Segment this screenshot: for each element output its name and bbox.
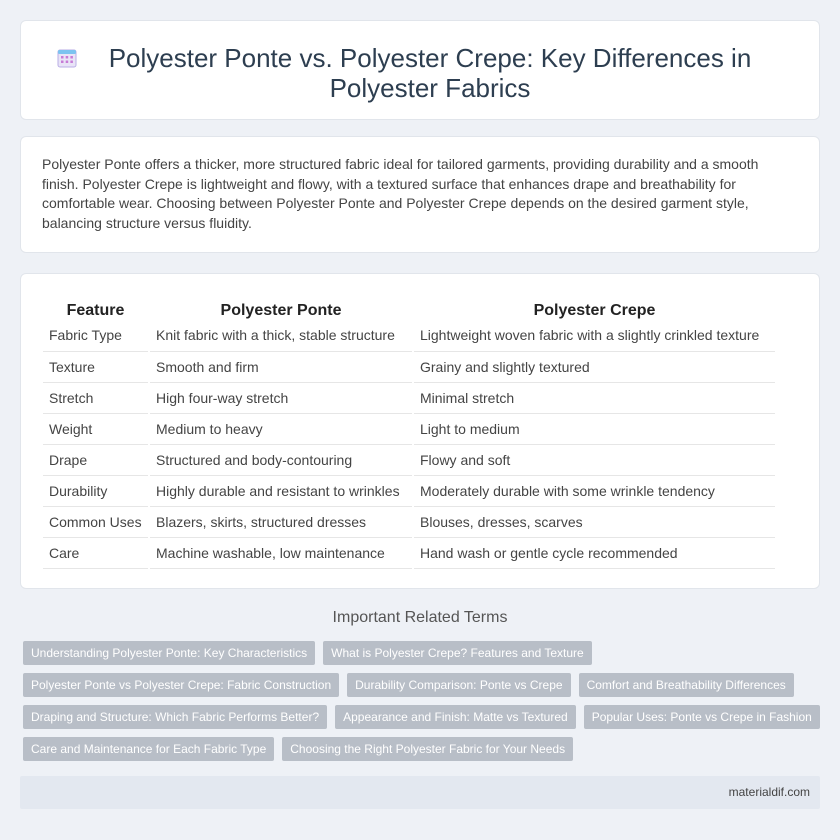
column-header-ponte: Polyester Ponte xyxy=(149,294,413,320)
related-terms-list xyxy=(23,641,823,769)
related-terms-row xyxy=(23,737,823,761)
cell-crepe: Lightweight woven fabric with a slightly crinkled texture xyxy=(413,320,775,351)
footer-site[interactable]: materialdif.com xyxy=(728,785,810,799)
intro-card xyxy=(20,136,820,253)
cell-crepe: Minimal stretch xyxy=(413,382,775,413)
related-term-tag[interactable]: Appearance and Finish: Matte vs Textured xyxy=(335,705,576,729)
page-title: Polyester Ponte vs. Polyester Crepe: Key Differences in Polyester Fabrics xyxy=(108,43,752,103)
cell-feature: Fabric Type xyxy=(43,320,149,351)
related-terms-row xyxy=(23,705,823,729)
cell-ponte: Blazers, skirts, structured dresses xyxy=(149,506,413,537)
related-term-tag[interactable]: Choosing the Right Polyester Fabric for Your Needs xyxy=(282,737,573,761)
column-header-crepe: Polyester Crepe xyxy=(413,294,775,320)
table-row xyxy=(43,413,775,444)
related-term-tag[interactable]: Durability Comparison: Ponte vs Crepe xyxy=(347,673,570,697)
footer xyxy=(20,776,820,809)
table-row xyxy=(43,537,775,568)
cell-feature: Common Uses xyxy=(43,506,149,537)
related-terms-row xyxy=(23,641,823,665)
comparison-table-card xyxy=(20,273,820,589)
cell-feature: Stretch xyxy=(43,382,149,413)
cell-crepe: Flowy and soft xyxy=(413,444,775,475)
related-term-tag[interactable]: Understanding Polyester Ponte: Key Characteristics xyxy=(23,641,315,665)
cell-crepe: Hand wash or gentle cycle recommended xyxy=(413,537,775,568)
column-header-feature: Feature xyxy=(66,302,125,319)
table-row xyxy=(43,351,775,382)
table-row xyxy=(43,444,775,475)
cell-crepe: Blouses, dresses, scarves xyxy=(413,506,775,537)
table-row xyxy=(43,320,775,351)
table-row xyxy=(43,506,775,537)
cell-ponte: Smooth and firm xyxy=(149,351,413,382)
related-term-tag[interactable]: Comfort and Breathability Differences xyxy=(579,673,794,697)
cell-crepe: Moderately durable with some wrinkle tendency xyxy=(413,475,775,506)
related-term-tag[interactable]: What is Polyester Crepe? Features and Texture xyxy=(323,641,592,665)
title-card xyxy=(20,20,820,120)
cell-ponte: High four-way stretch xyxy=(149,382,413,413)
cell-feature: Drape xyxy=(43,444,149,475)
table-row xyxy=(43,382,775,413)
intro-paragraph: Polyester Ponte offers a thicker, more structured fabric ideal for tailored garments, providing durability and a smooth finish. Polyester Crepe is lightweight and flowy, with a textured surface that enhances drape and breathability for comfortable wear. Choosing between Polyester Ponte and Polyester Crepe depends on the desired garment style, balancing structure versus fluidity. xyxy=(42,156,759,231)
related-term-tag[interactable]: Care and Maintenance for Each Fabric Type xyxy=(23,737,274,761)
cell-ponte: Structured and body-contouring xyxy=(149,444,413,475)
related-term-tag[interactable]: Popular Uses: Ponte vs Crepe in Fashion xyxy=(584,705,820,729)
related-term-tag[interactable]: Polyester Ponte vs Polyester Crepe: Fabric Construction xyxy=(23,673,339,697)
related-terms-heading: Important Related Terms xyxy=(332,609,508,626)
cell-feature: Weight xyxy=(43,413,149,444)
cell-ponte: Machine washable, low maintenance xyxy=(149,537,413,568)
cell-crepe: Grainy and slightly textured xyxy=(413,351,775,382)
cell-feature: Care xyxy=(43,537,149,568)
cell-ponte: Knit fabric with a thick, stable structure xyxy=(149,320,413,351)
table-row xyxy=(43,475,775,506)
comparison-table xyxy=(43,294,775,569)
table-header-row xyxy=(43,294,775,320)
cell-crepe: Light to medium xyxy=(413,413,775,444)
cell-ponte: Medium to heavy xyxy=(149,413,413,444)
cell-ponte: Highly durable and resistant to wrinkles xyxy=(149,475,413,506)
related-terms-row xyxy=(23,673,823,697)
cell-feature: Durability xyxy=(43,475,149,506)
related-term-tag[interactable]: Draping and Structure: Which Fabric Performs Better? xyxy=(23,705,327,729)
cell-feature: Texture xyxy=(43,351,149,382)
